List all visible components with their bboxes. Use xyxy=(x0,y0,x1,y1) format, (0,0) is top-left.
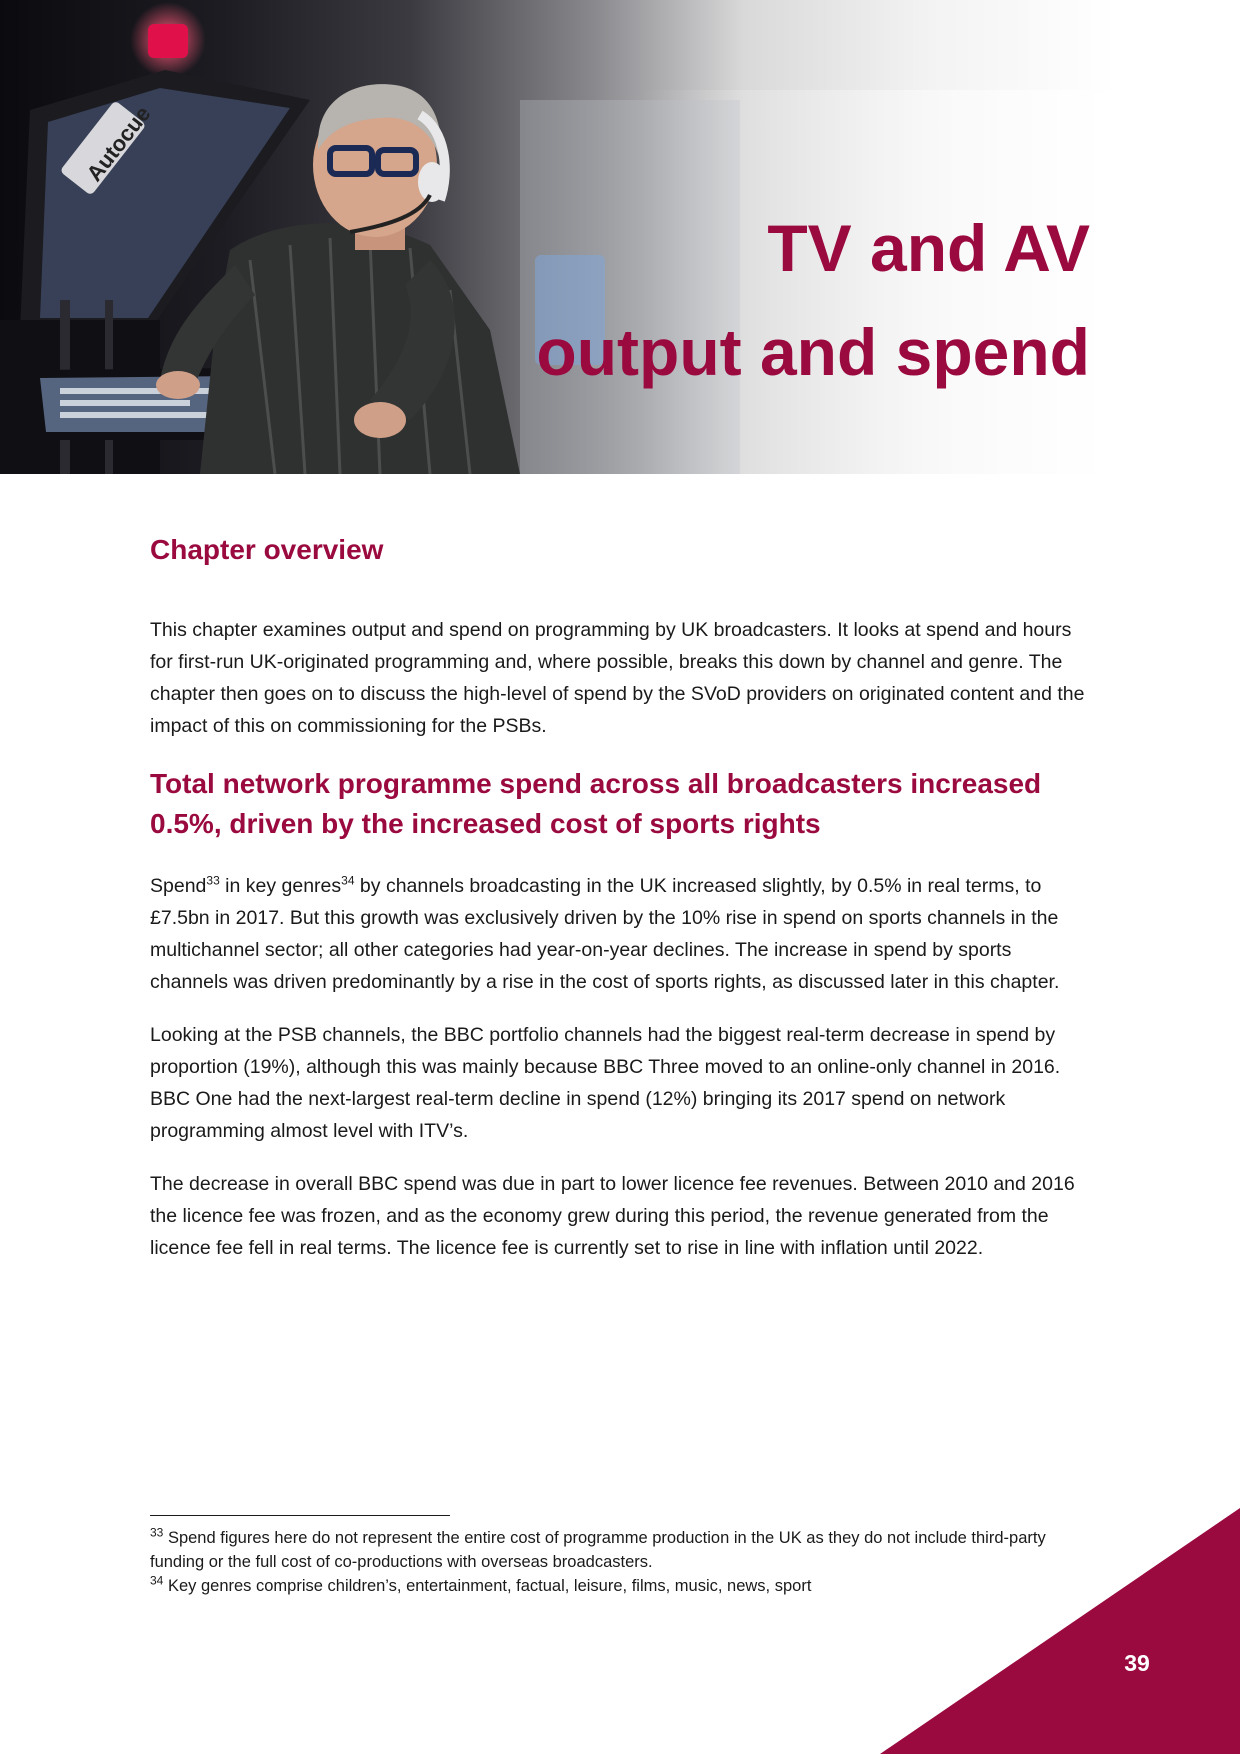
chapter-title-line1: TV and AV xyxy=(767,211,1090,285)
chapter-title-line2: output and spend xyxy=(536,315,1090,389)
footnote-ref-34[interactable]: 34 xyxy=(341,873,355,888)
paragraph-bbc: The decrease in overall BBC spend was due in part to lower licence fee revenues. Between 2010 and 2016 the licence fee was frozen, and as the economy grew during this period, the revenue generated from the licence fee fell in real terms. The licence fee is currently set to rise in line with inflation until 2022. xyxy=(150,1173,1075,1259)
autocue-label: Autocue xyxy=(81,101,156,186)
paragraph-spend-word2: in key genres xyxy=(219,875,342,897)
footnote-33-marker: 33 xyxy=(150,1525,164,1540)
section-heading: Total network programme spend across all broadcasters increased 0.5%, driven by the increased cost of sports rights xyxy=(150,768,1042,839)
overview-heading: Chapter overview xyxy=(150,534,384,565)
page-number: 39 xyxy=(1124,1650,1150,1676)
footnote-34-text: Key genres comprise children’s, entertainment, factual, leisure, films, music, news, sport xyxy=(163,1577,812,1595)
paragraph-spend-word1: Spend xyxy=(150,875,207,897)
paragraph-spend-rest: by channels broadcasting in the UK increased slightly, by 0.5% in real terms, to £7.5bn in 2017. But this growth was exclusively driven by the 10% rise in spend on sports channels in the multichannel sector; all other categories had year-on-year declines. The increase in spend by sports channels was driven predominantly by a rise in the cost of sports rights, as discussed later in this chapter. xyxy=(150,875,1060,993)
paragraph-psb: Looking at the PSB channels, the BBC portfolio channels had the biggest real-term decrease in spend by proportion (19%), although this was mainly because BBC Three moved to an online-only channel in 2016. BBC One had the next-largest real-term decline in spend (12%) bringing its 2017 spend on network programming almost level with ITV’s. xyxy=(150,1024,1061,1142)
footnote-34-marker: 34 xyxy=(150,1573,164,1588)
overview-paragraph: This chapter examines output and spend on programming by UK broadcasters. It looks at spend and hours for first-run UK-originated programming and, where possible, breaks this down by channel and genre. The chapter then goes on to discuss the high-level of spend by the SVoD providers on originated content and the impact of this on commissioning for the PSBs. xyxy=(150,619,1085,737)
footnote-ref-33[interactable]: 33 xyxy=(206,873,220,888)
footnote-33-text: Spend figures here do not represent the entire cost of programme production in the UK as they do not include third-party funding or the full cost of co-productions with overseas broadcasters. xyxy=(150,1529,1046,1571)
